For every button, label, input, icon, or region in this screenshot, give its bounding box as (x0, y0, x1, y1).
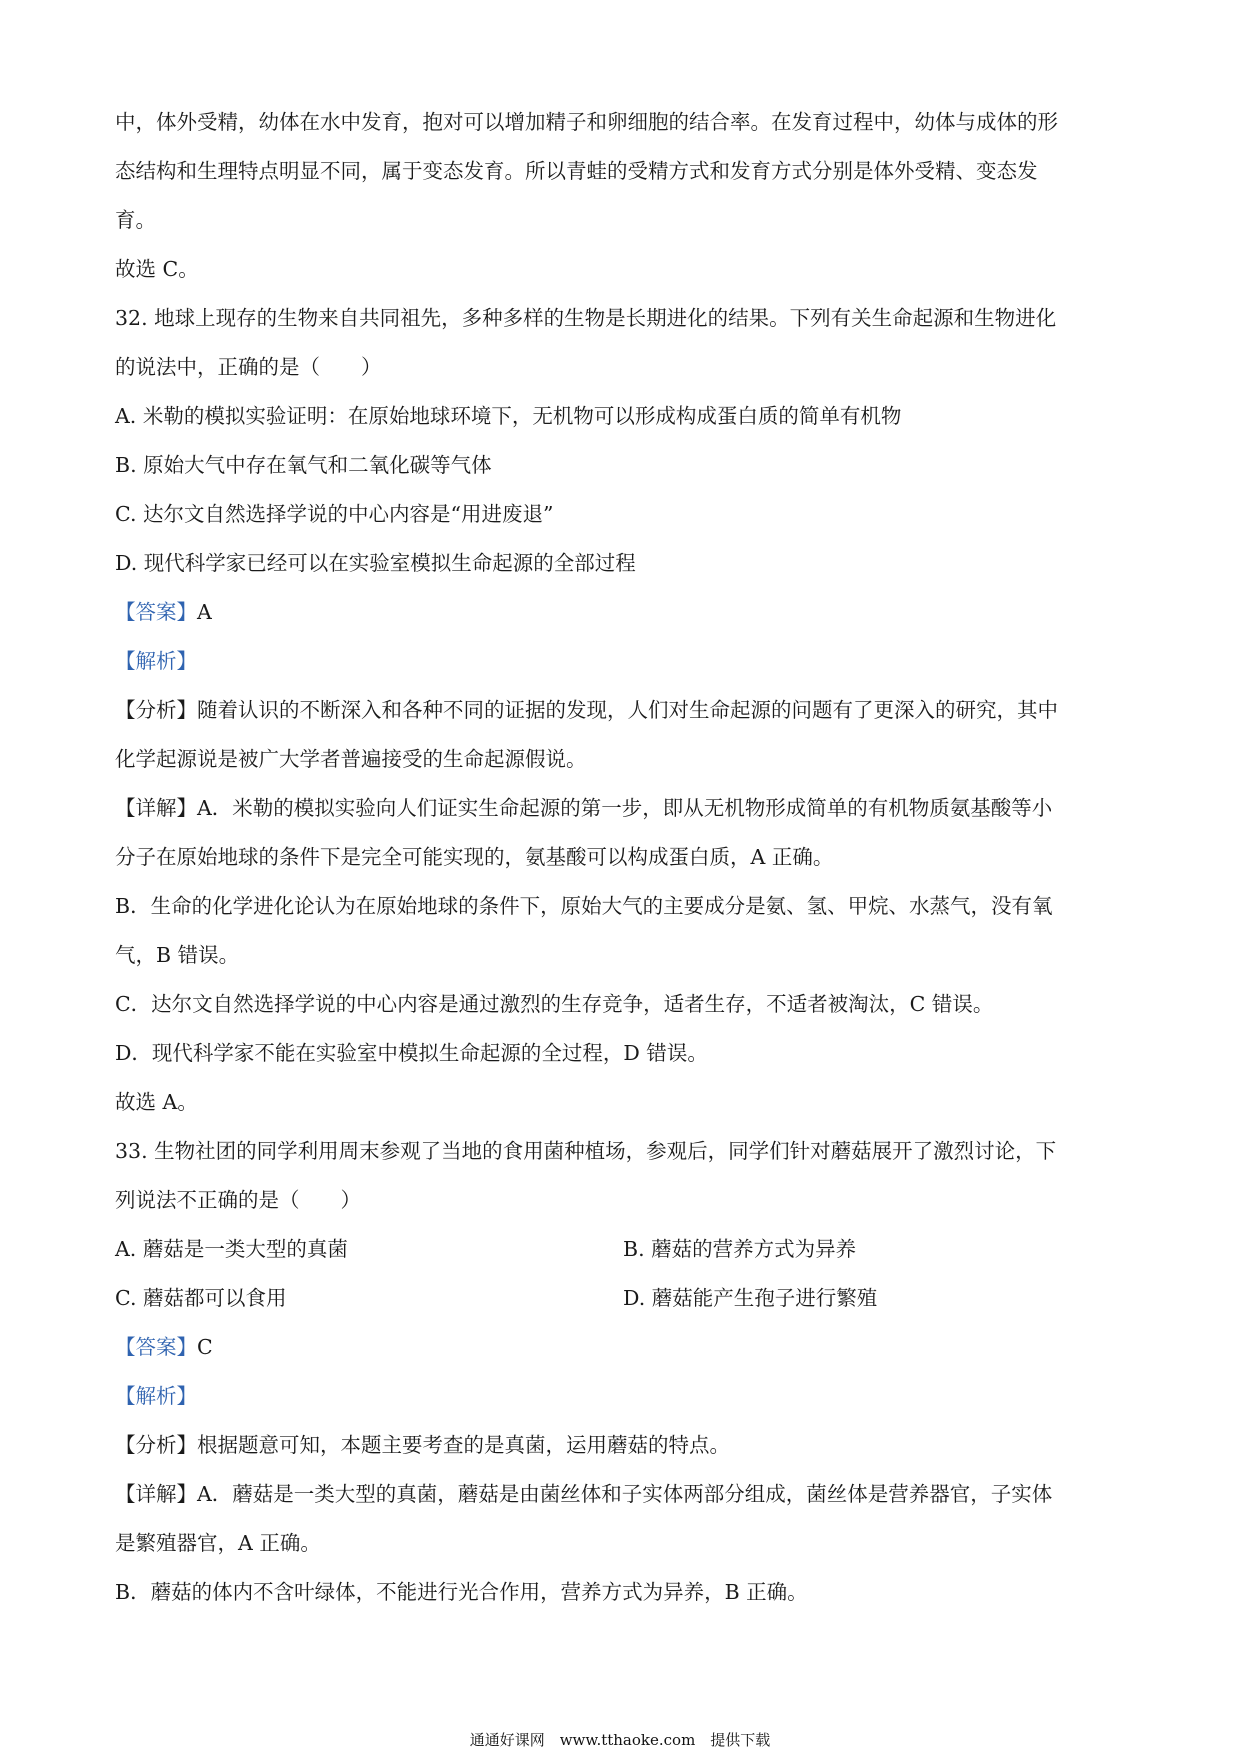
q32-stem: 的说法中，正确的是（ ） (115, 355, 382, 379)
q32-option-b: B. 原始大气中存在氧气和二氧化碳等气体 (115, 453, 492, 477)
q32-fenxi (115, 686, 1125, 735)
q32-analysis-heading (115, 637, 1125, 686)
q32-option-d: D. 现代科学家已经可以在实验室模拟生命起源的全部过程 (115, 551, 636, 575)
q33-option-a: A. 蘑菇是一类大型的真菌 (115, 1237, 348, 1261)
q33-stem: 列说法不正确的是（ ） (115, 1188, 361, 1212)
q33-analysis-heading (115, 1372, 1125, 1421)
q32-option-a: A. 米勒的模拟实验证明：在原始地球环境下，无机物可以形成构成蛋白质的简单有机物 (115, 404, 902, 428)
q33-option-d: D. 蘑菇能产生孢子进行繁殖 (623, 1286, 878, 1310)
q32-xiangjie-d: D．现代科学家不能在实验室中模拟生命起源的全过程，D 错误。 (115, 1041, 708, 1065)
answer-value: A (197, 600, 212, 624)
q33-xiangjie-cont: 是繁殖器官，A 正确。 (115, 1531, 321, 1555)
q33-xiangjie (115, 1470, 1125, 1519)
q32-xiangjie (115, 784, 1125, 833)
q33-stem: 33. 生物社团的同学利用周末参观了当地的食用菌种植场，参观后，同学们针对蘑菇展开了激烈讨论，下 (115, 1139, 1057, 1163)
q32-xiangjie-b-cont: 气，B 错误。 (115, 943, 240, 967)
q32-conclusion: 故选 A。 (115, 1090, 198, 1114)
q33-options-row (115, 1225, 1125, 1274)
q33-options-row (115, 1274, 1125, 1323)
analysis-tag: 【解析】 (115, 1384, 197, 1408)
fenxi-text: 随着认识的不断深入和各种不同的证据的发现，人们对生命起源的问题有了更深入的研究，其中 (197, 698, 1058, 722)
fenxi-tag: 【分析】 (115, 698, 197, 722)
answer-tag: 【答案】 (115, 600, 197, 624)
q32-fenxi-cont: 化学起源说是被广大学者普遍接受的生命起源假说。 (115, 747, 587, 771)
xiangjie-text: A．蘑菇是一类大型的真菌，蘑菇是由菌丝体和子实体两部分组成，菌丝体是营养器官，子实体 (197, 1482, 1053, 1506)
intro-line: 态结构和生理特点明显不同，属于变态发育。所以青蛙的受精方式和发育方式分别是体外受精、变态发 (115, 159, 1038, 183)
q32-xiangjie-c: C．达尔文自然选择学说的中心内容是通过激烈的生存竞争，适者生存，不适者被淘汰，C 错误。 (115, 992, 994, 1016)
answer-value: C (197, 1335, 213, 1359)
q32-stem: 32. 地球上现存的生物来自共同祖先，多种多样的生物是长期进化的结果。下列有关生命起源和生物进化 (115, 306, 1057, 330)
intro-conclusion: 故选 C。 (115, 257, 199, 281)
xiangjie-tag: 【详解】 (115, 1482, 197, 1506)
intro-line: 育。 (115, 208, 156, 232)
q33-option-c: C. 蘑菇都可以食用 (115, 1286, 287, 1310)
fenxi-text: 根据题意可知，本题主要考查的是真菌，运用蘑菇的特点。 (197, 1433, 730, 1457)
q33-xiangjie-b: B．蘑菇的体内不含叶绿体，不能进行光合作用，营养方式为异养，B 正确。 (115, 1580, 808, 1604)
q33-option-b: B. 蘑菇的营养方式为异养 (623, 1237, 857, 1261)
answer-tag: 【答案】 (115, 1335, 197, 1359)
document-page (115, 98, 1125, 1617)
page-footer: 通通好课网 www.tthaoke.com 提供下载 (469, 1731, 771, 1749)
xiangjie-text: A．米勒的模拟实验向人们证实生命起源的第一步，即从无机物形成简单的有机物质氨基酸等小 (197, 796, 1053, 820)
q32-answer (115, 588, 1125, 637)
fenxi-tag: 【分析】 (115, 1433, 197, 1457)
analysis-tag: 【解析】 (115, 649, 197, 673)
q32-xiangjie-cont: 分子在原始地球的条件下是完全可能实现的，氨基酸可以构成蛋白质，A 正确。 (115, 845, 834, 869)
q32-option-c: C. 达尔文自然选择学说的中心内容是“用进废退” (115, 502, 554, 526)
q32-xiangjie-b: B．生命的化学进化论认为在原始地球的条件下，原始大气的主要成分是氨、氢、甲烷、水蒸气，没有氧 (115, 894, 1053, 918)
intro-line: 中，体外受精，幼体在水中发育，抱对可以增加精子和卵细胞的结合率。在发育过程中，幼体与成体的形 (115, 110, 1058, 134)
q33-fenxi (115, 1421, 1125, 1470)
q33-answer (115, 1323, 1125, 1372)
xiangjie-tag: 【详解】 (115, 796, 197, 820)
